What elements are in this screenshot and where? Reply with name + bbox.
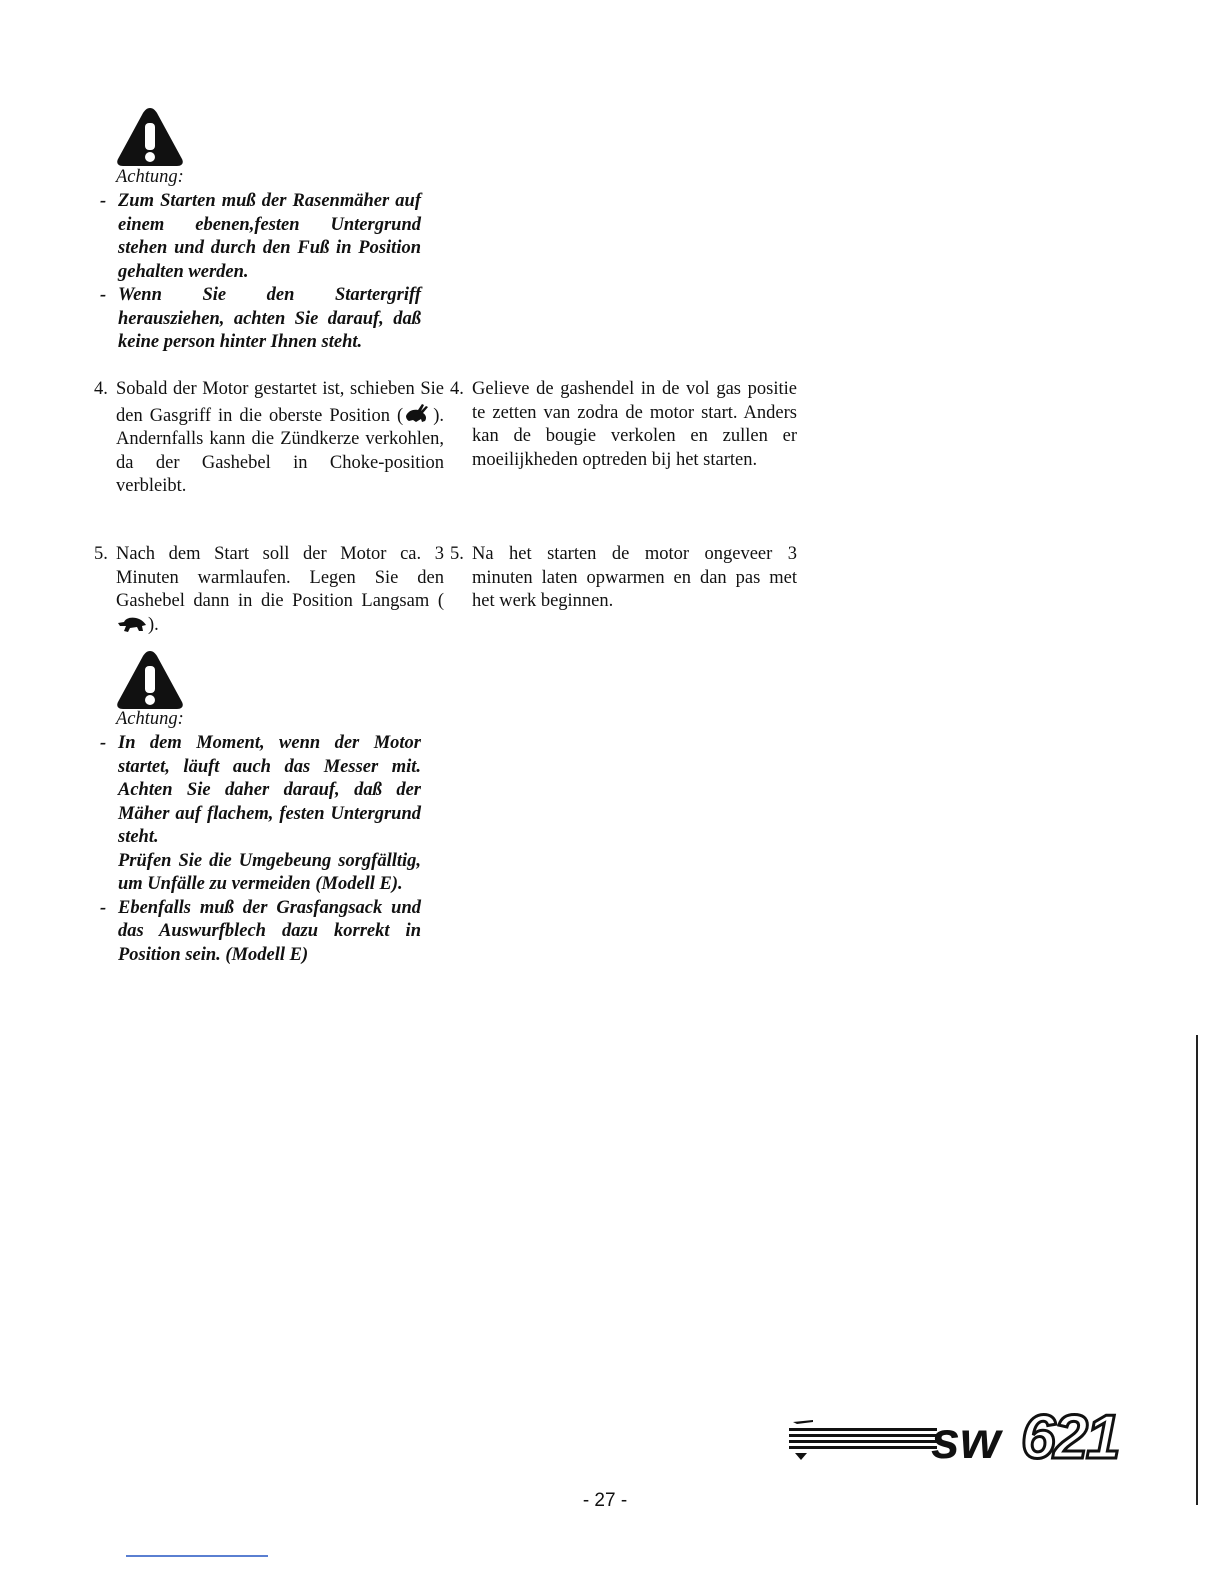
list-item: - Wenn Sie den Startergriff herausziehen, achten Sie darauf, daß keine person hinter Ihnen steht.: [100, 285, 421, 352]
warning-title: Achtung:: [116, 167, 184, 187]
warning-title: Achtung:: [116, 709, 184, 729]
warning-list: [100, 190, 421, 355]
warning-triangle-icon: [115, 106, 185, 168]
list-item: - Ebenfalls muß der Grasfangsack und das Auswurfblech dazu korrekt in Position sein. (Modell E): [100, 897, 421, 965]
rabbit-icon: [403, 402, 433, 424]
step-4-german: 4. Sobald der Motor gestartet ist, schieben Sie den Gasgriff in die oberste Position ( ). Andernfalls kann die Zündkerze verkohlen, da der Gashebel in Choke-position verbleibt.: [94, 379, 444, 496]
list-item: - In dem Moment, wenn der Motor startet, läuft auch das Messer mit. Achten Sie daher darauf, daß der Mäher auf flachem, festen Untergrund steht. Prüfen Sie die Umgebeung sorgfälltig, um Unfälle zu vermeiden (Modell E).: [100, 733, 421, 894]
warning-list: [100, 732, 421, 967]
turtle-icon: [116, 615, 148, 633]
page-number: - 27 -: [582, 1490, 628, 1511]
margin-border: [1196, 1035, 1198, 1505]
svg-text:sw: sw: [931, 1412, 1001, 1470]
step-5-dutch: 5. Na het starten de motor ongeveer 3 minuten laten opwarmen en dan pas met het werk beginnen.: [450, 544, 797, 611]
footer-rule: [126, 1555, 268, 1557]
svg-text:621: 621: [1021, 1403, 1119, 1470]
warning-triangle-icon: [115, 649, 185, 711]
list-item: - Zum Starten muß der Rasenmäher auf einem ebenen,festen Untergrund stehen und durch den Fuß in Position gehalten werden.: [100, 191, 421, 282]
sw621-logo: [785, 1398, 1145, 1470]
step-4-dutch: 4. Gelieve de gashendel in de vol gas positie te zetten van zodra de motor start. Anders kan de bougie verkolen en zullen er moeilijkheden optreden bij het starten.: [450, 379, 797, 470]
step-5-german: 5. Nach dem Start soll der Motor ca. 3 Minuten warmlaufen. Legen Sie den Gashebel dann in die Position Langsam ().: [94, 544, 444, 635]
